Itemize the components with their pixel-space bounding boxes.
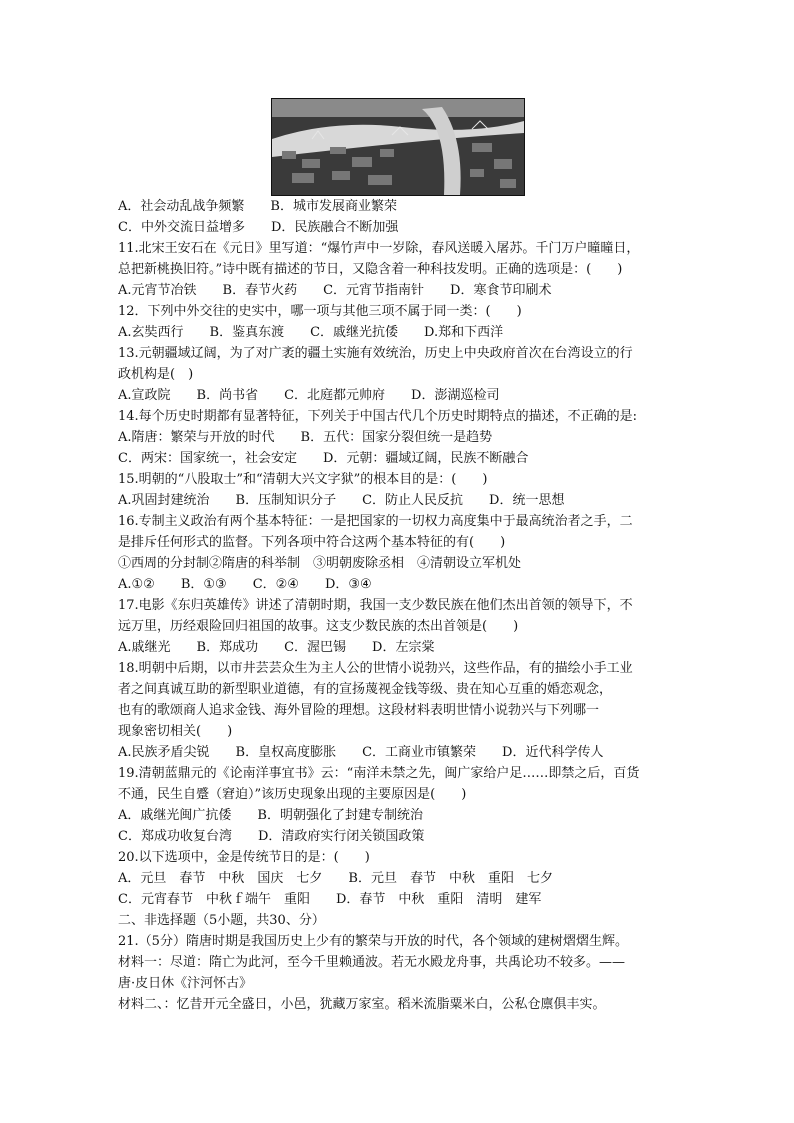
section-heading: 二、非选择题（5小题，共30、分） <box>118 913 325 928</box>
text-line: A.巩固封建统治 B．压制知识分子 C．防止人民反抗 D．统一思想 <box>118 493 565 508</box>
text-line: 远万里，历经艰险回归祖国的故事。这支少数民族的杰出首领是( ) <box>118 619 519 634</box>
text-line: 者之间真诚互助的新型职业道德，有的宣扬蔑视金钱等级、贵在知心互重的婚恋观念， <box>118 682 613 697</box>
text-line: 17.电影《东归英雄传》讲述了清朝时期，我国一支少数民族在他们杰出首领的领导下，不 <box>118 598 633 613</box>
text-line: A.玄奘西行 B．鉴真东渡 C．戚继光抗倭 D.郑和下西洋 <box>118 325 504 340</box>
text-line: 也有的歌颂商人追求金钱、海外冒险的理想。这段材料表明世情小说勃兴与下列哪一 <box>118 703 600 718</box>
text-line: 现象密切相关( ) <box>118 724 233 739</box>
text-line: 21.（5分）隋唐时期是我国历史上少有的繁荣与开放的时代，各个领域的建树熠熠生辉。 <box>118 934 628 949</box>
text-line: 材料一：尽道：隋亡为此河，至今千里赖通波。若无水殿龙舟事，共禹论功不较多。—— <box>118 955 626 970</box>
text-line: C．两宋：国家统一，社会安定 D．元朝：疆域辽阔，民族不断融合 <box>118 451 529 466</box>
text-line: 11.北宋王安石在《元日》里写道：“爆竹声中一岁除，春风送暖入屠苏。千门万户曈曈日， <box>118 241 640 256</box>
text-line: C．郑成功收复台湾 D．清政府实行闭关锁国政策 <box>118 829 425 844</box>
question-text <box>118 196 678 1015</box>
text-line: C．中外交流日益增多 D．民族融合不断加强 <box>118 220 399 235</box>
text-line: A．元旦 春节 中秋 国庆 七夕 B．元旦 春节 中秋 重阳 七夕 <box>118 871 553 886</box>
text-line: ①西周的分封制②隋唐的科举制 ③明朝废除丞相 ④清朝设立军机处 <box>118 556 522 571</box>
text-line: 18.明朝中后期，以市井芸芸众生为主人公的世情小说勃兴，这些作品，有的描绘小手工业 <box>118 661 633 676</box>
exam-page <box>118 98 678 1015</box>
text-line: A.宣政院 B．尚书省 C．北庭都元帅府 D．澎湖巡检司 <box>118 388 500 403</box>
text-line: 15.明朝的“八股取士”和“清朝大兴文字狱”的根本目的是：( ) <box>118 472 488 487</box>
text-line: A.元宵节冶铁 B．春节火药 C．元宵节指南针 D．寒食节印刷术 <box>118 283 552 298</box>
text-line: 16.专制主义政治有两个基本特征：一是把国家的一切权力高度集中于最高统治者之手，二 <box>118 514 633 529</box>
text-line: 是排斥任何形式的监督。下列各项中符合这两个基本特征的有( ) <box>118 535 506 550</box>
text-line: 总把新桃换旧符。”诗中既有描述的节日，又隐含着一种科技发明。正确的选项是：( ) <box>118 262 623 277</box>
text-line: 材料二、：忆昔开元全盛日，小邑，犹藏万家室。稻米流脂粟米白，公私仓廪俱丰实。 <box>118 997 606 1012</box>
illustration-graphic <box>272 99 524 195</box>
text-line: A．社会动乱战争频繁 B．城市发展商业繁荣 <box>118 199 397 214</box>
text-line: 政机构是( ) <box>118 367 194 382</box>
text-line: A.民族矛盾尖锐 B．皇权高度膨胀 C．工商业市镇繁荣 D．近代科学传人 <box>118 745 604 760</box>
text-line: A.隋唐：繁荣与开放的时代 B．五代：国家分裂但统一是趋势 <box>118 430 493 445</box>
text-line: 12．下列中外交往的史实中，哪一项与其他三项不属于同一类：( ) <box>118 304 522 319</box>
text-line: 13.元朝疆域辽阔，为了对广袤的疆土实施有效统治，历史上中央政府首次在台湾设立的行 <box>118 346 633 361</box>
ancient-canal-city-illustration <box>271 98 525 196</box>
text-line: A.①② B．①③ C．②④ D．③④ <box>118 577 372 592</box>
text-line: C．元宵春节 中秋ｆ端午 重阳 D．春节 中秋 重阳 清明 建军 <box>118 892 542 907</box>
text-line: A.戚继光 B．郑成功 C．渥巴锡 D．左宗棠 <box>118 640 435 655</box>
text-line: 不通，民生自蹙（窘迫）”该历史现象出现的主要原因是( ) <box>118 787 467 802</box>
text-line: 唐·皮日休《汴河怀古》 <box>118 976 253 991</box>
text-line: 19.清朝蓝鼎元的《论南洋事宜书》云：“南洋未禁之先，闽广家给户足……即禁之后，百货 <box>118 766 640 781</box>
text-line: 20.以下选项中，金是传统节日的是：( ) <box>118 850 370 865</box>
text-line: A．戚继光闽广抗倭 B．明朝强化了封建专制统治 <box>118 808 423 823</box>
text-line: 14.每个历史时期都有显著特征，下列关于中国古代几个历史时期特点的描述，不正确的是: <box>118 409 638 424</box>
